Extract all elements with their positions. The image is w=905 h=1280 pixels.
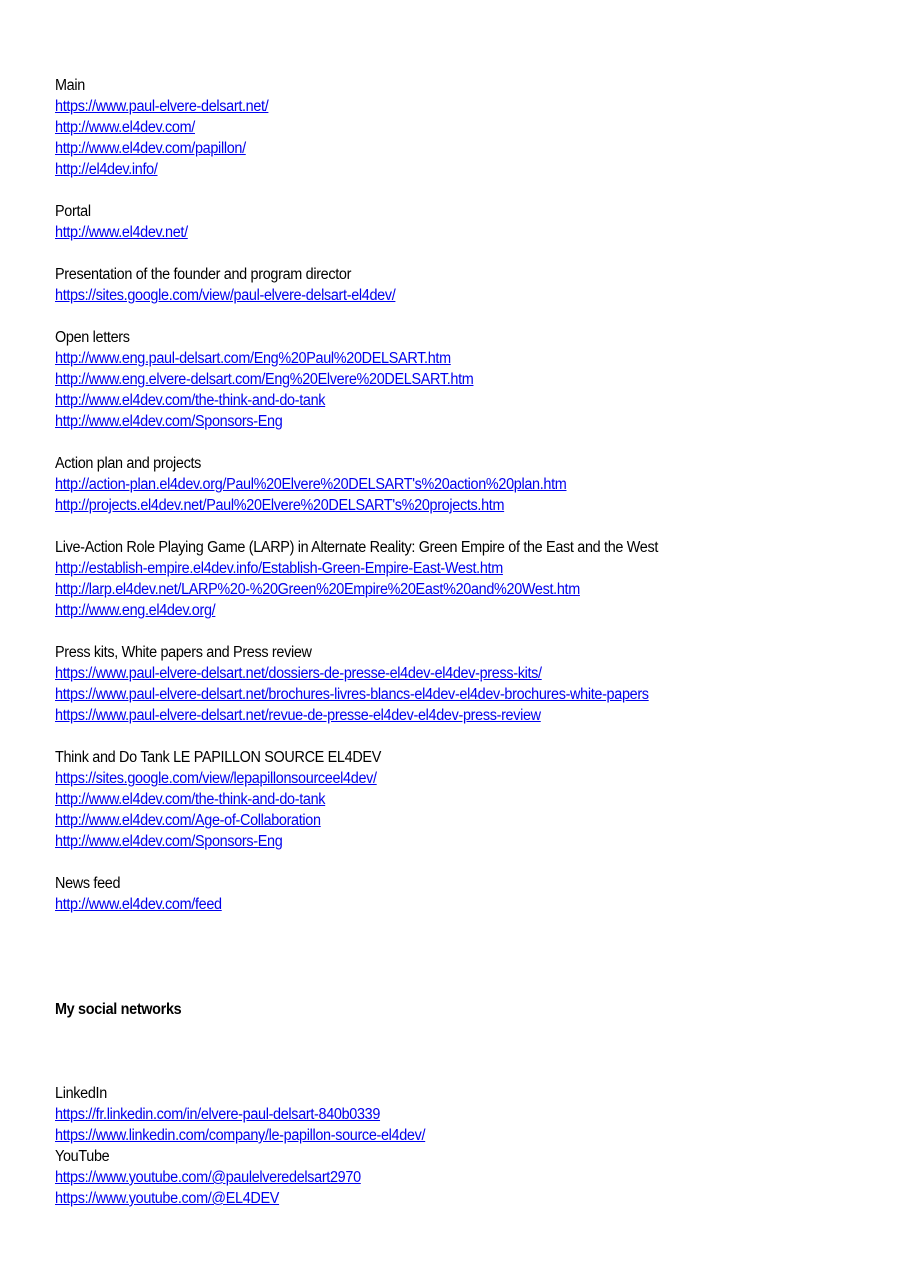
link[interactable]: http://action-plan.el4dev.org/Paul%20Elvere%20DELSART's%20action%20plan.htm: [55, 476, 567, 493]
link[interactable]: http://establish-empire.el4dev.info/Establish-Green-Empire-East-West.htm: [55, 560, 503, 577]
link[interactable]: http://el4dev.info/: [55, 161, 158, 178]
link[interactable]: http://www.el4dev.com/Sponsors-Eng: [55, 833, 283, 850]
spacer: [55, 432, 658, 453]
section-title: Live-Action Role Playing Game (LARP) in Alternate Reality: Green Empire of the East and the West: [55, 539, 659, 556]
link[interactable]: http://www.eng.el4dev.org/: [55, 602, 216, 619]
link[interactable]: https://sites.google.com/view/paul-elvere-delsart-el4dev/: [55, 287, 396, 304]
link[interactable]: https://www.paul-elvere-delsart.net/brochures-livres-blancs-el4dev-el4dev-brochures-white-papers: [55, 686, 649, 703]
link[interactable]: http://projects.el4dev.net/Paul%20Elvere%20DELSART's%20projects.htm: [55, 497, 505, 514]
document-page: [55, 75, 658, 1209]
spacer: [55, 621, 658, 642]
spacer: [55, 180, 658, 201]
section-portal: [55, 201, 658, 243]
section-press: [55, 642, 658, 726]
link[interactable]: http://www.el4dev.com/the-think-and-do-tank: [55, 392, 326, 409]
linkedin-link[interactable]: https://www.linkedin.com/company/le-papillon-source-el4dev/: [55, 1127, 426, 1144]
social-group-linkedin: LinkedIn: [55, 1085, 107, 1102]
section-title: Portal: [55, 203, 91, 220]
spacer: [55, 726, 658, 747]
spacer: [55, 516, 658, 537]
youtube-link[interactable]: https://www.youtube.com/@EL4DEV: [55, 1190, 280, 1207]
social-title: My social networks: [55, 1001, 182, 1018]
link[interactable]: http://www.el4dev.com/Sponsors-Eng: [55, 413, 283, 430]
section-action-plan: [55, 453, 658, 516]
section-title: Presentation of the founder and program director: [55, 266, 352, 283]
section-title: Press kits, White papers and Press review: [55, 644, 312, 661]
link[interactable]: https://www.paul-elvere-delsart.net/: [55, 98, 269, 115]
link[interactable]: http://www.el4dev.com/: [55, 119, 195, 136]
section-title: Main: [55, 77, 85, 94]
section-main: [55, 75, 658, 180]
section-social-networks: [55, 999, 658, 1209]
spacer: [55, 243, 658, 264]
link[interactable]: http://www.el4dev.com/Age-of-Collaboration: [55, 812, 321, 829]
spacer: [55, 306, 658, 327]
linkedin-link[interactable]: https://fr.linkedin.com/in/elvere-paul-delsart-840b0339: [55, 1106, 381, 1123]
section-title: Action plan and projects: [55, 455, 202, 472]
section-news-feed: [55, 873, 658, 915]
section-presentation: [55, 264, 658, 306]
youtube-link[interactable]: https://www.youtube.com/@paulelveredelsart2970: [55, 1169, 361, 1186]
link[interactable]: http://www.el4dev.com/papillon/: [55, 140, 246, 157]
section-think-tank: [55, 747, 658, 852]
section-title: Open letters: [55, 329, 130, 346]
section-larp: [55, 537, 658, 621]
link[interactable]: http://larp.el4dev.net/LARP%20-%20Green%20Empire%20East%20and%20West.htm: [55, 581, 580, 598]
link[interactable]: https://www.paul-elvere-delsart.net/revue-de-presse-el4dev-el4dev-press-review: [55, 707, 541, 724]
spacer: [55, 1020, 658, 1083]
spacer: [55, 915, 658, 999]
link[interactable]: http://www.el4dev.com/the-think-and-do-tank: [55, 791, 326, 808]
spacer: [55, 852, 658, 873]
link[interactable]: http://www.eng.elvere-delsart.com/Eng%20Elvere%20DELSART.htm: [55, 371, 474, 388]
link[interactable]: http://www.el4dev.net/: [55, 224, 188, 241]
link[interactable]: http://www.eng.paul-delsart.com/Eng%20Paul%20DELSART.htm: [55, 350, 451, 367]
section-open-letters: [55, 327, 658, 432]
social-group-youtube: YouTube: [55, 1148, 110, 1165]
section-title: News feed: [55, 875, 121, 892]
link[interactable]: https://sites.google.com/view/lepapillonsourceel4dev/: [55, 770, 377, 787]
section-title: Think and Do Tank LE PAPILLON SOURCE EL4DEV: [55, 749, 381, 766]
link[interactable]: https://www.paul-elvere-delsart.net/dossiers-de-presse-el4dev-el4dev-press-kits/: [55, 665, 542, 682]
link[interactable]: http://www.el4dev.com/feed: [55, 896, 222, 913]
